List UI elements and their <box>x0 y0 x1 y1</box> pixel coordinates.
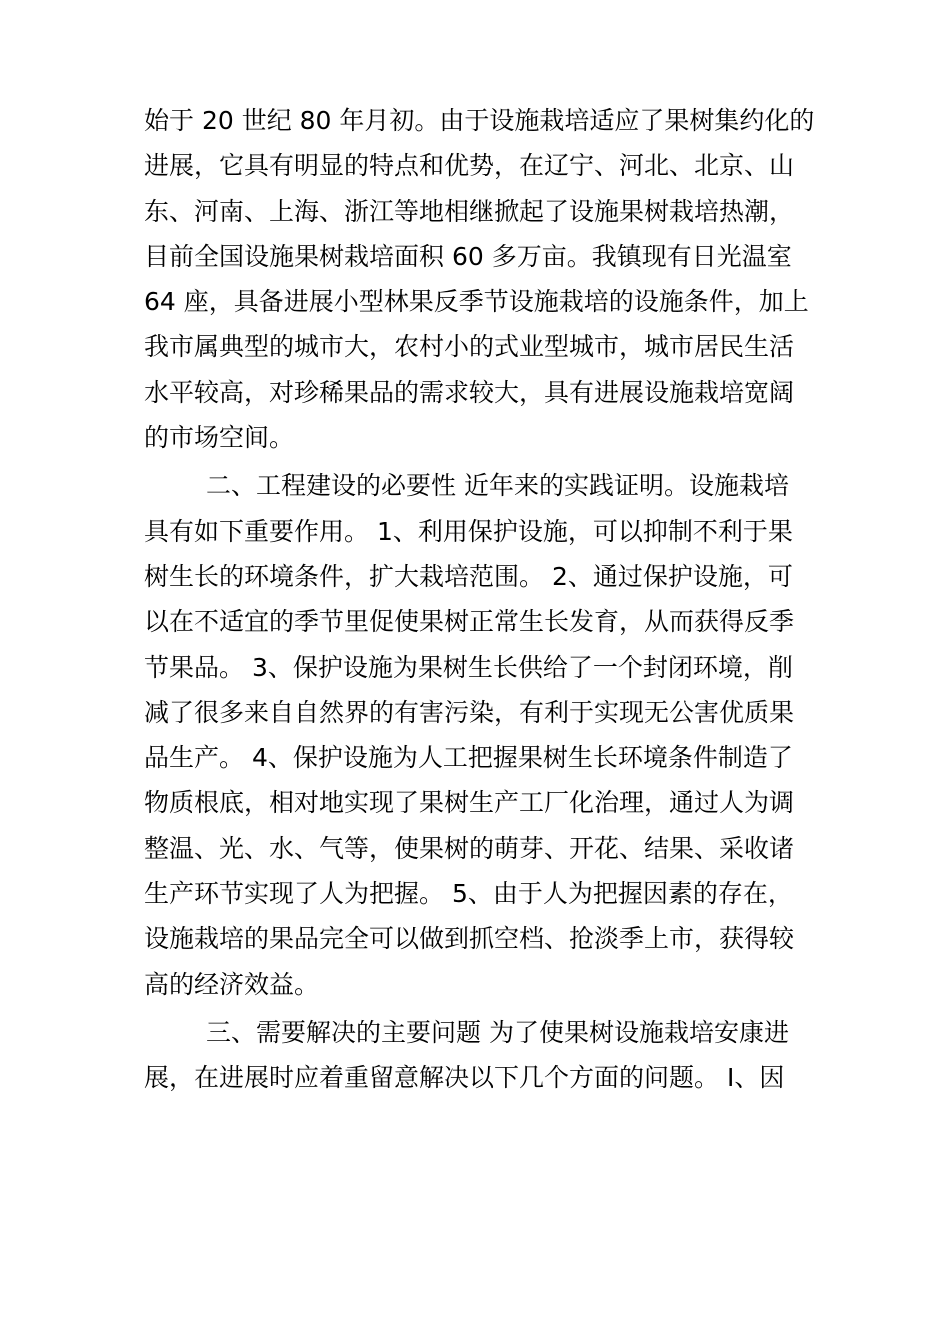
text-line: 的市场空间。 <box>144 423 295 453</box>
text-line: 物质根底，相对地实现了果树生产工厂化治理，通过人为调 <box>144 788 795 818</box>
text-line: 东、河南、上海、浙江等地相继掀起了设施果树栽培热潮， <box>144 196 795 226</box>
section-heading-line: 三、需要解决的主要问题 为了使果树设施栽培安康进 <box>206 1017 789 1047</box>
text-line: 品生产。 4、保护设施为人工把握果树生长环境条件制造了 <box>144 743 793 773</box>
text-line: 具有如下重要作用。 1、利用保护设施，可以抑制不利于果 <box>144 516 793 546</box>
text-line: 节果品。 3、保护设施为果树生长供给了一个封闭环境，削 <box>144 652 793 682</box>
text-line: 生产环节实现了人为把握。 5、由于人为把握因素的存在， <box>144 879 793 909</box>
text-line: 进展，它具有明显的特点和优势，在辽宁、河北、北京、山 <box>144 151 795 181</box>
text-line: 我市属典型的城市大，农村小的式业型城市，城市居民生活 <box>144 332 795 362</box>
text-line: 展，在进展时应着重留意解决以下几个方面的问题。 I、因 <box>144 1063 785 1093</box>
text-line: 始于 20 世纪 80 年月初。由于设施栽培适应了果树集约化的 <box>144 106 815 135</box>
text-line: 水平较高，对珍稀果品的需求较大，具有进展设施栽培宽阔 <box>144 377 795 407</box>
text-line: 以在不适宜的季节里促使果树正常生长发育，从而获得反季 <box>144 607 795 637</box>
document-body <box>144 98 814 1101</box>
paragraph-1 <box>144 98 814 460</box>
paragraph-2 <box>144 463 814 1007</box>
text-line: 高的经济效益。 <box>144 969 320 999</box>
paragraph-3 <box>144 1010 814 1101</box>
text-line: 64 座，具备进展小型林果反季节设施栽培的设施条件，加上 <box>144 287 809 317</box>
text-line: 整温、光、水、气等，使果树的萌芽、开花、结果、采收诸 <box>144 833 795 863</box>
text-line: 设施栽培的果品完全可以做到抓空档、抢淡季上市，获得较 <box>144 924 795 954</box>
text-line: 减了很多来自自然界的有害污染，有利于实现无公害优质果 <box>144 697 795 727</box>
section-heading-line: 二、工程建设的必要性 近年来的实践证明。设施栽培 <box>206 471 789 501</box>
text-line: 目前全国设施果树栽培面积 60 多万亩。我镇现有日光温室 <box>144 241 792 271</box>
text-line: 树生长的环境条件，扩大栽培范围。 2、通过保护设施，可 <box>144 561 793 591</box>
